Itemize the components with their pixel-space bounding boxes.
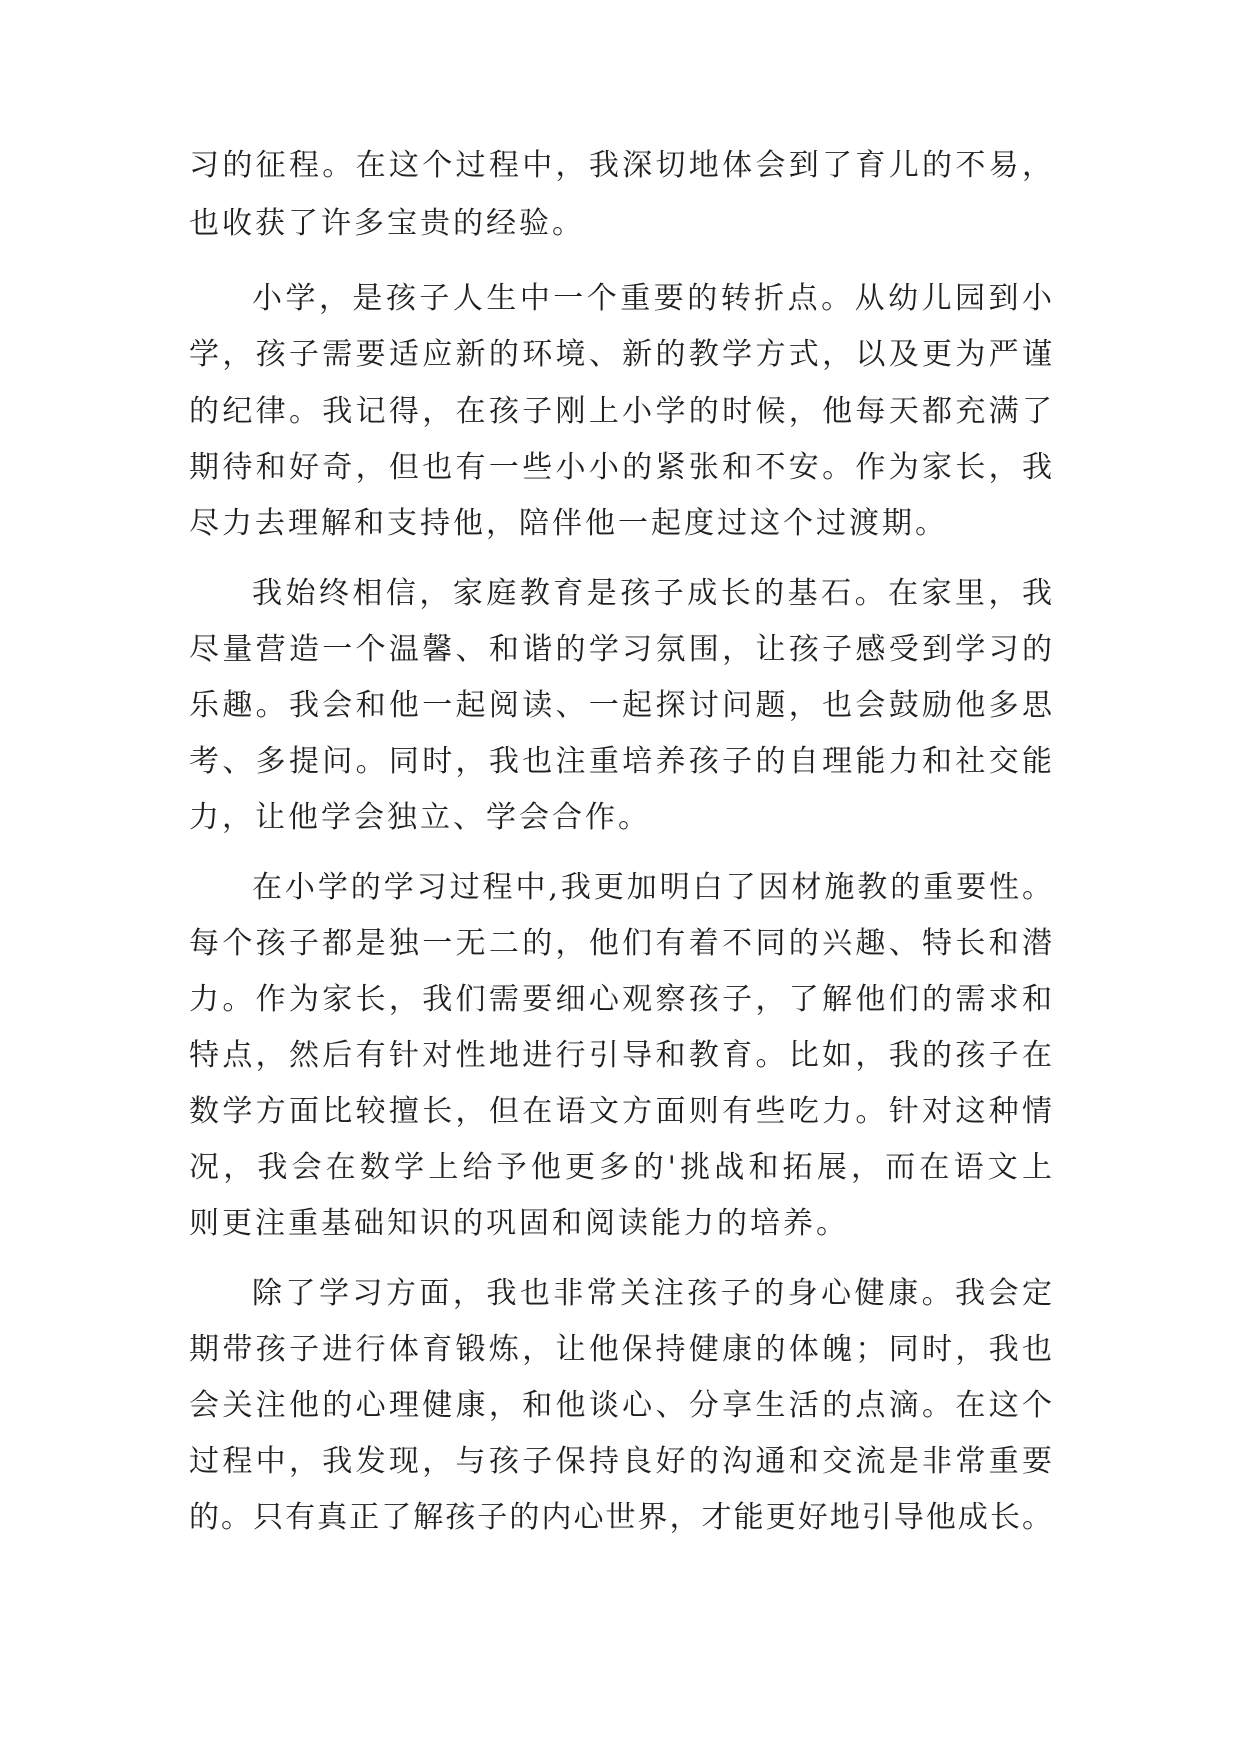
paragraph-first-line: 除了学习方面，我也非常关注孩子的身心健康。我会定 bbox=[252, 1276, 1052, 1311]
paragraph-first-line: 小学，是孩子人生中一个重要的转折点。从幼儿园到小 bbox=[252, 281, 1052, 316]
text-line: 每个孩子都是独一无二的，他们有着不同的兴趣、特长和潜 bbox=[189, 926, 1052, 961]
text-line: 的纪律。我记得，在孩子刚上小学的时候，他每天都充满了 bbox=[189, 394, 1052, 429]
text-line: 的。只有真正了解孩子的内心世界，才能更好地引导他成长。 bbox=[189, 1500, 1052, 1535]
text-line: 习的征程。在这个过程中，我深切地体会到了育儿的不易， bbox=[189, 148, 1052, 183]
text-line: 学，孩子需要适应新的环境、新的教学方式，以及更为严谨 bbox=[189, 337, 1052, 372]
text-line: 则更注重基础知识的巩固和阅读能力的培养。 bbox=[189, 1206, 849, 1241]
text-line: 尽力去理解和支持他，陪伴他一起度过这个过渡期。 bbox=[189, 506, 948, 541]
text-line: 期待和好奇，但也有一些小小的紧张和不安。作为家长，我 bbox=[189, 450, 1052, 485]
text-line: 乐趣。我会和他一起阅读、一起探讨问题，也会鼓励他多思 bbox=[189, 688, 1052, 723]
paragraph-first-line: 我始终相信，家庭教育是孩子成长的基石。在家里，我 bbox=[252, 576, 1052, 611]
text-line: 过程中，我发现，与孩子保持良好的沟通和交流是非常重要 bbox=[189, 1444, 1052, 1479]
text-line: 特点，然后有针对性地进行引导和教育。比如，我的孩子在 bbox=[189, 1038, 1052, 1073]
text-line: 尽量营造一个温馨、和谐的学习氛围，让孩子感受到学习的 bbox=[189, 632, 1052, 667]
text-line: 期带孩子进行体育锻炼，让他保持健康的体魄；同时，我也 bbox=[189, 1332, 1052, 1367]
text-line: 也收获了许多宝贵的经验。 bbox=[189, 206, 585, 241]
text-line: 力。作为家长，我们需要细心观察孩子，了解他们的需求和 bbox=[189, 982, 1052, 1017]
text-line: 数学方面比较擅长，但在语文方面则有些吃力。针对这种情 bbox=[189, 1094, 1052, 1129]
text-line: 力，让他学会独立、学会合作。 bbox=[189, 800, 651, 835]
text-line: 会关注他的心理健康，和他谈心、分享生活的点滴。在这个 bbox=[189, 1388, 1052, 1423]
text-line: 况，我会在数学上给予他更多的'挑战和拓展，而在语文上 bbox=[189, 1150, 1052, 1185]
text-line: 考、多提问。同时，我也注重培养孩子的自理能力和社交能 bbox=[189, 744, 1052, 779]
paragraph-first-line: 在小学的学习过程中,我更加明白了因材施教的重要性。 bbox=[252, 870, 1052, 905]
